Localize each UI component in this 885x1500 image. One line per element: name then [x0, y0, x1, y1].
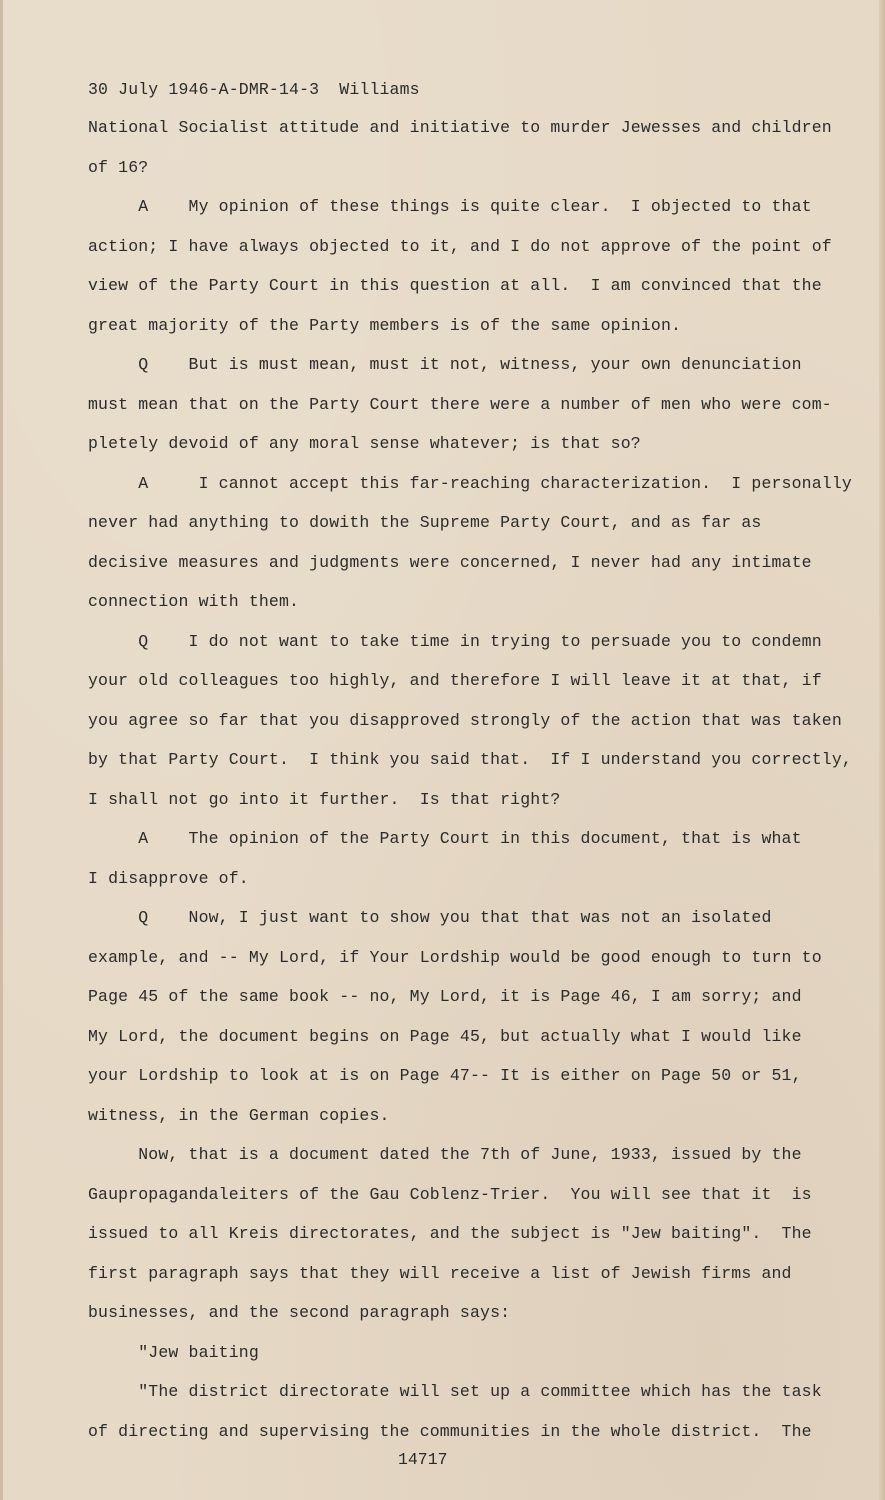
text-line: action; I have always objected to it, and I do not approve of the point of — [88, 237, 832, 256]
text-line: witness, in the German copies. — [88, 1106, 390, 1125]
text-line: A The opinion of the Party Court in this document, that is what — [88, 829, 802, 848]
text-line: first paragraph says that they will receive a list of Jewish firms and — [88, 1264, 792, 1283]
text-line: Gaupropagandaleiters of the Gau Coblenz-Trier. You will see that it is — [88, 1185, 812, 1204]
text-line: Q Now, I just want to show you that that was not an isolated — [88, 908, 772, 927]
text-line: decisive measures and judgments were concerned, I never had any intimate — [88, 553, 812, 572]
text-line: great majority of the Party members is of the same opinion. — [88, 316, 682, 335]
text-line: your Lordship to look at is on Page 47-- It is either on Page 50 or 51, — [88, 1066, 802, 1085]
text-line: Q But is must mean, must it not, witness, your own denunciation — [88, 355, 802, 374]
text-line: I disapprove of. — [88, 869, 249, 888]
text-line: example, and -- My Lord, if Your Lordship would be good enough to turn to — [88, 948, 822, 967]
text-line: "The district directorate will set up a committee which has the task — [88, 1382, 822, 1401]
text-line: never had anything to dowith the Supreme Party Court, and as far as — [88, 513, 762, 532]
text-line: of directing and supervising the communities in the whole district. The — [88, 1422, 812, 1441]
text-line: A I cannot accept this far-reaching characterization. I personally — [88, 474, 852, 493]
text-line: A My opinion of these things is quite clear. I objected to that — [88, 197, 812, 216]
text-line: view of the Party Court in this question at all. I am convinced that the — [88, 276, 822, 295]
text-line: you agree so far that you disapproved strongly of the action that was taken — [88, 711, 842, 730]
text-line: businesses, and the second paragraph says: — [88, 1303, 511, 1322]
text-line: "Jew baiting — [88, 1343, 259, 1362]
text-line: I shall not go into it further. Is that right? — [88, 790, 561, 809]
text-line: issued to all Kreis directorates, and the subject is "Jew baiting". The — [88, 1224, 812, 1243]
text-line: must mean that on the Party Court there were a number of men who were com- — [88, 395, 832, 414]
text-line: Page 45 of the same book -- no, My Lord, it is Page 46, I am sorry; and — [88, 987, 802, 1006]
page-number: 14717 — [398, 1450, 448, 1469]
text-line: your old colleagues too highly, and therefore I will leave it at that, if — [88, 671, 822, 690]
text-line: Now, that is a document dated the 7th of June, 1933, issued by the — [88, 1145, 802, 1164]
text-line: My Lord, the document begins on Page 45, but actually what I would like — [88, 1027, 802, 1046]
text-line: National Socialist attitude and initiative to murder Jewesses and children — [88, 118, 832, 137]
text-line: by that Party Court. I think you said that. If I understand you correctly, — [88, 750, 852, 769]
text-line: Q I do not want to take time in trying to persuade you to condemn — [88, 632, 822, 651]
text-line: pletely devoid of any moral sense whatever; is that so? — [88, 434, 641, 453]
document-header: 30 July 1946-A-DMR-14-3 Williams — [88, 80, 420, 99]
text-line: of 16? — [88, 158, 149, 177]
text-line: connection with them. — [88, 592, 300, 611]
